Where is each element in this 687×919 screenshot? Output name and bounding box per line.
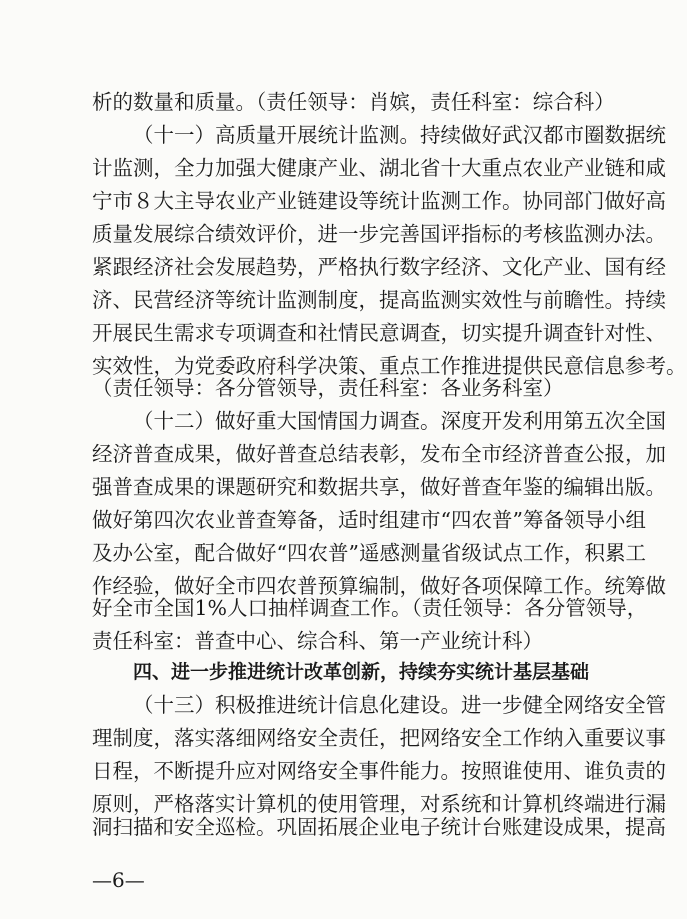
text-line: 质量发展综合绩效评价，进一步完善国评指标的考核监测办法。 bbox=[92, 222, 666, 246]
text-line: 济、民营经济等统计监测制度，提高监测实效性与前瞻性。持续 bbox=[92, 288, 666, 312]
text-line: 宁市８大主导农业产业链建设等统计监测工作。协同部门做好高 bbox=[92, 189, 666, 213]
section-heading: 四、进一步推进统计改革创新，持续夯实统计基层基础 bbox=[133, 661, 590, 683]
text-line: 计监测，全力加强大健康产业、湖北省十大重点农业产业链和咸 bbox=[92, 156, 666, 180]
text-line: 紧跟经济社会发展趋势，严格执行数字经济、文化产业、国有经 bbox=[92, 255, 666, 279]
text-line: 及办公室，配合做好“四农普”遥感测量省级试点工作，积累工 bbox=[92, 541, 646, 565]
text-line: 原则，严格落实计算机的使用管理，对系统和计算机终端进行漏 bbox=[92, 792, 666, 816]
text-line: 好全市全国1%人口抽样调查工作。（责任领导：各分管领导， bbox=[92, 596, 648, 620]
text-line: 经济普查成果，做好普查总结表彰，发布全市经济普查公报，加 bbox=[92, 442, 666, 466]
paragraph-13-line: （十三）积极推进统计信息化建设。进一步健全网络安全管 bbox=[133, 693, 666, 717]
text-line: 开展民生需求专项调查和社情民意调查，切实提升调查针对性、 bbox=[92, 321, 666, 345]
text-line: 实效性，为党委政府科学决策、重点工作推进提供民意信息参考。 bbox=[92, 354, 687, 378]
text-line: 作经验，做好全市四农普预算编制，做好各项保障工作。统筹做 bbox=[92, 574, 666, 598]
text-line: 理制度，落实落细网络安全责任，把网络安全工作纳入重要议事 bbox=[92, 726, 666, 750]
paragraph-lead: 高质量开展统计监测。 bbox=[215, 123, 420, 147]
text-line: 洞扫描和安全巡检。巩固拓展企业电子统计台账建设成果，提高 bbox=[92, 815, 666, 839]
text-line: 责任科室：普查中心、综合科、第一产业统计科） bbox=[92, 629, 543, 653]
paragraph-12-line: （十二）做好重大国情国力调查。深度开发利用第五次全国 bbox=[133, 409, 666, 433]
text-line: 强普查成果的课题研究和数据共享，做好普查年鉴的编辑出版。 bbox=[92, 475, 666, 499]
text-line: 析的数量和质量。（责任领导：肖嫔，责任科室：综合科） bbox=[92, 90, 615, 114]
paragraph-11-line: （十一）高质量开展统计监测。持续做好武汉都市圈数据统 bbox=[133, 123, 666, 147]
paragraph-lead: 做好重大国情国力调查。 bbox=[215, 409, 441, 433]
text-line: 日程，不断提升应对网络安全事件能力。按照谁使用、谁负责的 bbox=[92, 759, 666, 783]
paragraph-lead: 积极推进统计信息化建设。 bbox=[215, 693, 461, 717]
text-line: 做好第四次农业普查筹备，适时组建市“四农普”筹备领导小组 bbox=[92, 508, 646, 532]
page-number: —6— bbox=[92, 868, 145, 892]
text-line: （责任领导：各分管领导，责任科室：各业务科室） bbox=[92, 376, 564, 400]
